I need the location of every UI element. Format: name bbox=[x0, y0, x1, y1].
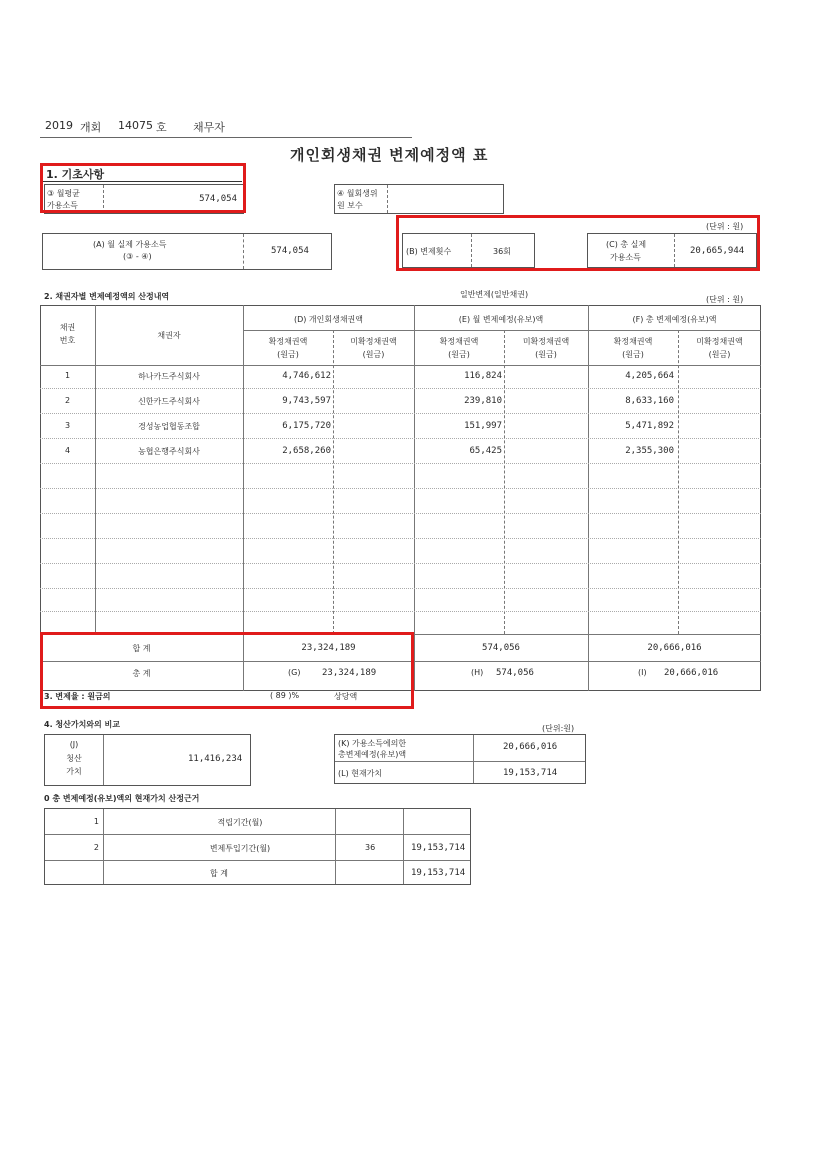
liquidation-section-title: 4. 청산가치와의 비교 bbox=[44, 720, 120, 729]
f-unconfirmed-principal: (원금) bbox=[708, 350, 731, 359]
total-h-label: (H) bbox=[471, 668, 484, 677]
present-value-section-title: 0 총 변제예정(유보)액의 현재가치 산정근거 bbox=[44, 794, 200, 803]
sum-e: 574,056 bbox=[482, 643, 520, 653]
group-f-header: (F) 총 변제예정(유보)액 bbox=[632, 315, 717, 324]
row-creditor: 농협은행주식회사 bbox=[138, 447, 200, 456]
row-e-confirmed: 151,997 bbox=[464, 421, 502, 431]
row-f-confirmed: 5,471,892 bbox=[625, 421, 674, 431]
payment-count-label: (B) 변제횟수 bbox=[406, 247, 452, 256]
trustee-divider bbox=[387, 185, 388, 213]
repay-rate-text: 3. 변제율 : 원금의 bbox=[44, 692, 111, 701]
f-confirmed-principal: (원금) bbox=[622, 350, 644, 359]
row-line bbox=[40, 413, 761, 414]
table-vline bbox=[95, 305, 96, 634]
f-unconfirmed-header: 미확정채권액 bbox=[696, 337, 743, 346]
k-label-2: 총변제예정(유보)액 bbox=[338, 750, 407, 759]
k-value: 20,666,016 bbox=[503, 742, 558, 752]
row-e-confirmed: 65,425 bbox=[469, 446, 502, 456]
total-income-label-1: (C) 총 실제 bbox=[606, 240, 647, 249]
table-hline bbox=[40, 365, 761, 366]
highlight-sum-and-rate bbox=[40, 632, 414, 709]
pv-row-no: 1 bbox=[93, 817, 99, 826]
sum-d: 23,324,189 bbox=[301, 643, 356, 653]
l-value: 19,153,714 bbox=[503, 768, 558, 778]
row-f-confirmed: 2,355,300 bbox=[625, 446, 674, 456]
pv-sum-value: 19,153,714 bbox=[411, 868, 466, 878]
col-creditor-header: 채권자 bbox=[157, 331, 181, 340]
row-no: 2 bbox=[64, 396, 71, 405]
j-value: 11,416,234 bbox=[188, 754, 243, 764]
trustee-fee-box bbox=[334, 184, 504, 214]
total-income-value: 20,665,944 bbox=[690, 246, 745, 256]
plan-value-box bbox=[334, 734, 586, 784]
row-f-confirmed: 4,205,664 bbox=[625, 371, 674, 381]
row-d-confirmed: 4,746,612 bbox=[282, 371, 331, 381]
case-type: 개회 bbox=[80, 121, 102, 134]
payment-count-value: 36회 bbox=[493, 247, 511, 256]
j-label-3: 가치 bbox=[66, 767, 82, 776]
col-no-header-2: 번호 bbox=[59, 336, 76, 345]
unit-label-1: (단위 : 원) bbox=[706, 222, 744, 231]
d-confirmed-header: 확정채권액 bbox=[268, 337, 308, 346]
sum-label: 합 계 bbox=[132, 644, 151, 653]
monthly-divider bbox=[243, 234, 244, 269]
e-confirmed-principal: (원금) bbox=[448, 350, 470, 359]
d-unconfirmed-principal: (원금) bbox=[362, 350, 385, 359]
col-no-header-1: 채권 bbox=[59, 323, 76, 332]
highlight-basic-info bbox=[40, 163, 246, 213]
row-line bbox=[40, 488, 761, 489]
repay-rate-value: ( 89 )% bbox=[270, 691, 300, 700]
e-unconfirmed-header: 미확정채권액 bbox=[522, 337, 570, 346]
avg-income-label-1: ③ 월평균 bbox=[47, 189, 80, 198]
row-no: 3 bbox=[64, 421, 71, 430]
pv-row-months: 36 bbox=[365, 843, 376, 852]
f-confirmed-header: 확정채권액 bbox=[613, 337, 653, 346]
d-confirmed-principal: (원금) bbox=[277, 350, 299, 359]
monthly-label-2: (③ - ④) bbox=[123, 252, 152, 261]
row-line bbox=[40, 611, 761, 612]
creditor-section-subtitle: 일반변제(일반채권) bbox=[460, 290, 529, 299]
pv-sum-label: 합 계 bbox=[210, 869, 228, 878]
basic-section-title: 1. 기초사항 bbox=[46, 168, 105, 181]
total-label: 총 계 bbox=[132, 669, 151, 678]
total-i-value: 20,666,016 bbox=[664, 668, 719, 678]
j-label-1: (J) bbox=[69, 740, 79, 749]
l-label: (L) 현재가치 bbox=[338, 769, 383, 778]
j-divider bbox=[103, 735, 104, 785]
row-d-confirmed: 9,743,597 bbox=[282, 396, 331, 406]
monthly-value: 574,054 bbox=[271, 246, 309, 256]
case-number: 14075 bbox=[118, 119, 153, 132]
group-e-header: (E) 월 변제예정(유보)액 bbox=[458, 315, 544, 324]
header-rule bbox=[40, 137, 412, 138]
row-line bbox=[40, 563, 761, 564]
pv-row-no: 2 bbox=[93, 843, 99, 852]
total-income-label-2: 가용소득 bbox=[610, 253, 641, 262]
row-line bbox=[40, 388, 761, 389]
trustee-label-1: ④ 월회생위 bbox=[337, 189, 378, 198]
pv-hline bbox=[45, 834, 470, 835]
page-title: 개인회생채권 변제예정액 표 bbox=[290, 146, 489, 164]
case-suffix: 호 bbox=[156, 121, 167, 134]
row-d-confirmed: 2,658,260 bbox=[282, 446, 331, 456]
sum-f: 20,666,016 bbox=[647, 643, 702, 653]
total-i-label: (I) bbox=[638, 668, 647, 677]
trustee-label-2: 원 보수 bbox=[337, 201, 363, 210]
e-unconfirmed-principal: (원금) bbox=[535, 350, 557, 359]
liquidation-value-box bbox=[44, 734, 251, 786]
row-line bbox=[40, 463, 761, 464]
row-e-confirmed: 116,824 bbox=[464, 371, 502, 381]
pv-vline bbox=[335, 809, 336, 884]
total-g-label: (G) bbox=[288, 668, 301, 677]
k-divider bbox=[473, 735, 474, 783]
pv-hline bbox=[45, 860, 470, 861]
pv-vline bbox=[403, 809, 404, 884]
group-d-header: (D) 개인회생채권액 bbox=[293, 315, 364, 324]
pv-row-value: 19,153,714 bbox=[411, 843, 466, 853]
row-line bbox=[40, 438, 761, 439]
monthly-income-box bbox=[42, 233, 332, 270]
debtor-label: 채무자 bbox=[193, 121, 225, 134]
unit-label-2: (단위 : 원) bbox=[706, 295, 744, 304]
row-line bbox=[40, 513, 761, 514]
row-f-confirmed: 8,633,160 bbox=[625, 396, 674, 406]
row-line bbox=[40, 588, 761, 589]
creditor-section-title: 2. 채권자별 변제예정액의 산정내역 bbox=[44, 292, 170, 301]
row-creditor: 경성농업협동조합 bbox=[138, 422, 200, 431]
k-l-divider bbox=[335, 761, 585, 762]
row-e-confirmed: 239,810 bbox=[464, 396, 502, 406]
avg-income-label-2: 가용소득 bbox=[47, 201, 78, 210]
pv-row-label: 적립기간(월) bbox=[217, 818, 263, 827]
highlight-unit-and-totals bbox=[396, 215, 760, 271]
avg-income-value: 574,054 bbox=[199, 194, 237, 204]
row-no: 4 bbox=[64, 446, 71, 455]
table-hline bbox=[243, 330, 761, 331]
row-no: 1 bbox=[64, 371, 71, 380]
j-label-2: 청산 bbox=[66, 754, 82, 763]
total-g-value: 23,324,189 bbox=[322, 668, 377, 678]
row-creditor: 신한카드주식회사 bbox=[138, 397, 200, 406]
k-label-1: (K) 가용소득에의한 bbox=[338, 739, 407, 748]
row-creditor: 하나카드주식회사 bbox=[138, 372, 200, 381]
total-h-value: 574,056 bbox=[496, 668, 534, 678]
row-line bbox=[40, 538, 761, 539]
pv-row-label: 변제투입기간(월) bbox=[209, 844, 271, 853]
d-unconfirmed-header: 미확정채권액 bbox=[350, 337, 397, 346]
unit-label-3: (단위:원) bbox=[542, 724, 575, 733]
repay-rate-suffix: 상당액 bbox=[334, 692, 358, 701]
monthly-label-1: (A) 월 실제 가용소득 bbox=[93, 240, 167, 249]
e-confirmed-header: 확정채권액 bbox=[439, 337, 479, 346]
case-year: 2019 bbox=[45, 119, 73, 132]
present-value-table bbox=[44, 808, 471, 885]
row-d-confirmed: 6,175,720 bbox=[282, 421, 331, 431]
